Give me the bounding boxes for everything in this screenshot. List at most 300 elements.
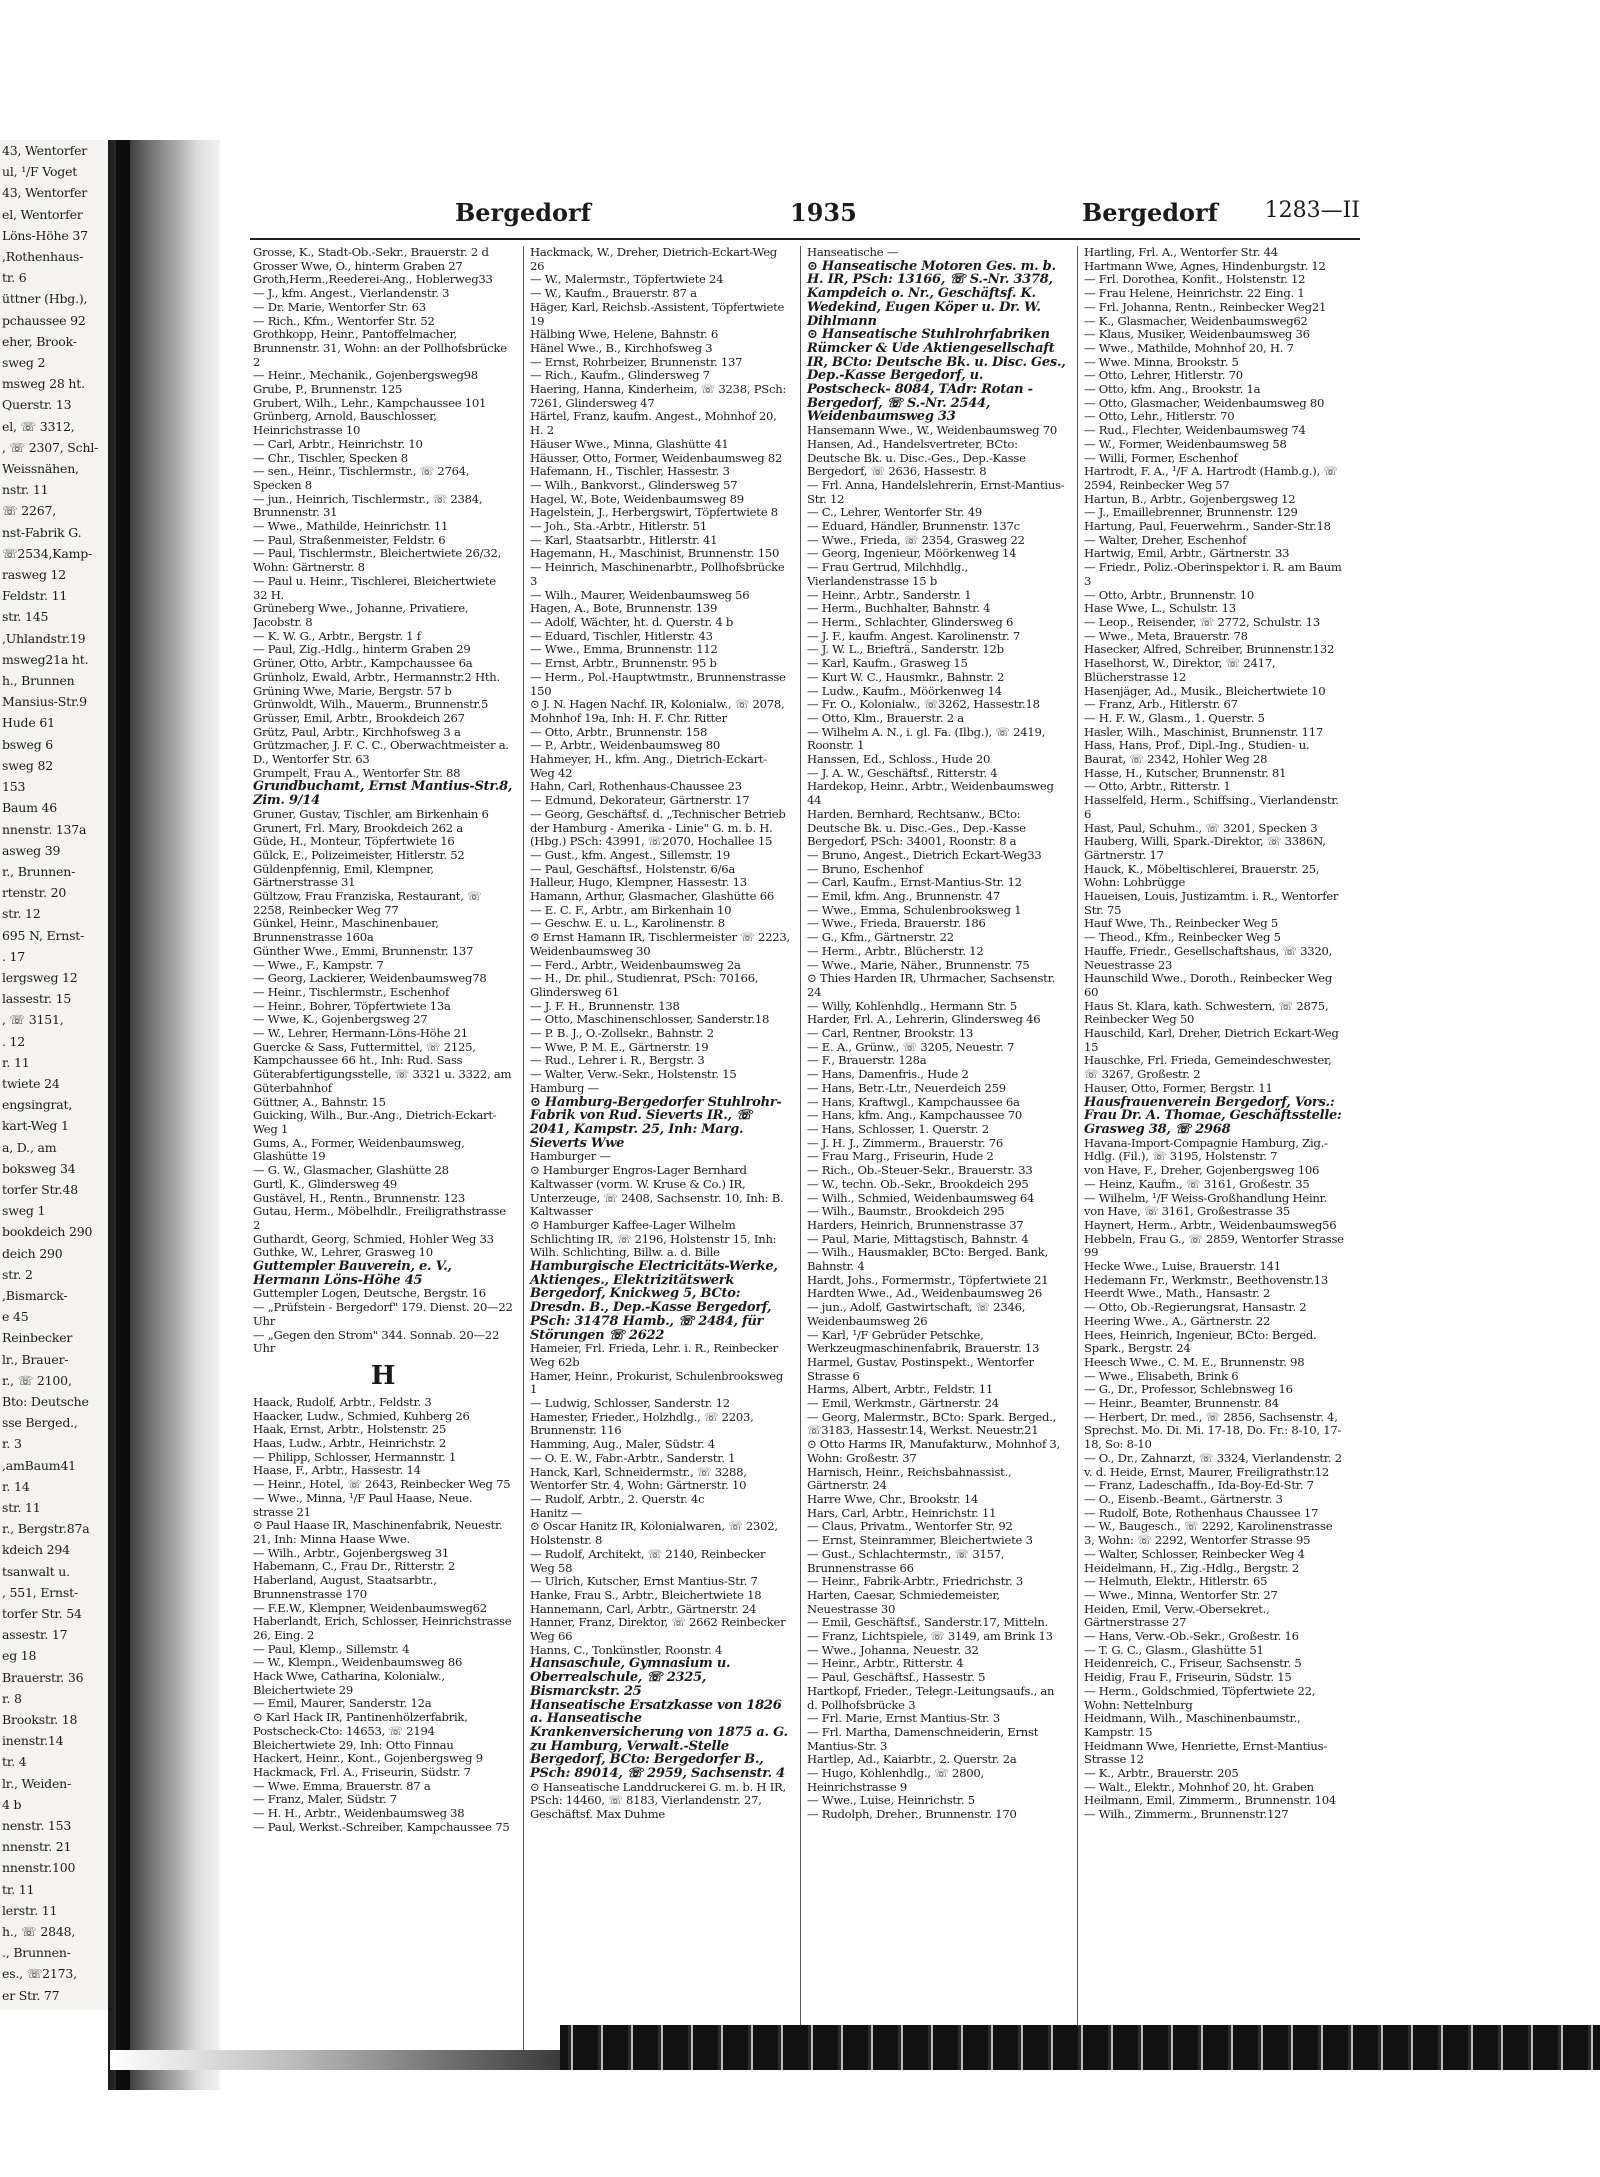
directory-entry: Haynert, Herm., Arbtr., Weidenbaumsweg56 xyxy=(1084,1217,1337,1232)
directory-entry: — Frau Gertrud, Milchhdlg., Vierlandenstrasse 15 b xyxy=(807,560,968,588)
directory-entry: — W., Former, Weidenbaumsweg 58 xyxy=(1084,436,1287,451)
left-page-line: r. 8 xyxy=(2,1690,22,1706)
directory-entry: Hamming, Aug., Maler, Südstr. 4 xyxy=(530,1437,715,1452)
directory-entry: — Heinr., Bohrer, Töpfertwiete 13a xyxy=(253,998,451,1013)
directory-entry: Hälbing Wwe, Helene, Bahnstr. 6 xyxy=(530,327,718,342)
directory-entry: — Rich., Ob.-Steuer-Sekr., Brauerstr. 33 xyxy=(807,1163,1033,1178)
directory-entry: Hass, Hans, Prof., Dipl.-Ing., Studien- u. Baurat, ☏ 2342, Hohler Weg 28 xyxy=(1084,738,1310,767)
directory-entry: — Philipp, Schlosser, Hermannstr. 1 xyxy=(253,1449,457,1464)
directory-entry: — Franz, Maler, Südstr. 7 xyxy=(253,1792,397,1807)
left-page-line: , ☏ 2307, Schl- xyxy=(2,439,99,455)
directory-entry: Grünberg, Arnold, Bauschlosser, Heinrichstrasse 10 xyxy=(253,409,437,438)
directory-entry: Grütz, Paul, Arbtr., Kirchhofsweg 3 a xyxy=(253,724,461,739)
directory-entry: — Rudolf, Architekt, ☏ 2140, Reinbecker Weg 58 xyxy=(530,1546,766,1575)
directory-entry: Hauberg, Willi, Spark.-Direktor, ☏ 3386N, Gärtnerstr. 17 xyxy=(1084,834,1326,862)
directory-entry: Harnisch, Heinr., Reichsbahnassist., Gärtnerstr. 24 xyxy=(807,1464,1012,1493)
directory-entry: — Heinr., Mechanik., Gojenbergsweg98 xyxy=(253,368,478,383)
directory-entry: — Emil, Werkmstr., Gärtnerstr. 24 xyxy=(807,1396,999,1411)
directory-entry: Haas, Ludw., Arbtr., Heinrichstr. 2 xyxy=(253,1436,446,1451)
directory-entry: Hagemann, H., Maschinist, Brunnenstr. 150 xyxy=(530,546,780,561)
directory-entry: Hanner, Franz, Direktor, ☏ 2662 Reinbecker Weg 66 xyxy=(530,1615,786,1644)
left-page-line: engsingrat, xyxy=(2,1097,73,1113)
directory-entry: Heidenreich, C., Friseur, Sachsenstr. 5 xyxy=(1084,1656,1302,1671)
directory-entry: — Heinr., Beamter, Brunnenstr. 84 xyxy=(1084,1396,1279,1411)
directory-entry: Gums, A., Former, Weidenbaumsweg, Glashütte 19 xyxy=(253,1135,465,1164)
left-page-line: üttner (Hbg.), xyxy=(2,291,88,307)
left-page-line: msweg 28 ht. xyxy=(2,376,85,392)
directory-entry: — Hans, Kraftwgl., Kampchaussee 6a xyxy=(807,1094,1020,1109)
left-page-line: r. 3 xyxy=(2,1436,22,1452)
left-page-line: r. 14 xyxy=(2,1478,30,1494)
directory-entry: — Bruno, Eschenhof xyxy=(807,861,923,876)
directory-entry: Hafemann, H., Tischler, Hassestr. 3 xyxy=(530,464,730,479)
left-page-line: er Str. 77 xyxy=(2,1987,60,2003)
directory-entry: Heering Wwe., A., Gärtnerstr. 22 xyxy=(1084,1313,1271,1328)
directory-entry: — Heinr., Arbtr., Sanderstr. 1 xyxy=(807,587,972,602)
left-page-line: ., Brunnen- xyxy=(2,1945,71,1961)
left-page-line: lr., Weiden- xyxy=(2,1775,72,1791)
directory-entry: — Wwe., Minna, ¹/F Paul Haase, Neue. strasse 21 xyxy=(253,1490,473,1519)
directory-entry: — Paul, Marie, Mittagstisch, Bahnstr. 4 xyxy=(807,1231,1029,1246)
left-page-line: ☏ 2267, xyxy=(2,503,56,519)
left-page-line: asweg 39 xyxy=(2,842,61,858)
left-page-line: Querstr. 13 xyxy=(2,397,72,413)
directory-entry: Grube, P., Brunnenstr. 125 xyxy=(253,382,403,397)
directory-entry: Heiden, Emil, Verw.-Obersekret., Gärtnerstrasse 27 xyxy=(1084,1601,1270,1630)
book-spine xyxy=(116,140,130,2090)
directory-entry: Hamester, Frieder., Holzhdlg., ☏ 2203, Brunnenstr. 116 xyxy=(530,1409,754,1438)
directory-entry: Häuser Wwe., Minna, Glashütte 41 xyxy=(530,436,729,451)
directory-entry: Harmel, Gustav, Postinspekt., Wentorfer Strasse 6 xyxy=(807,1354,1034,1383)
directory-entry: — Theod., Kfm., Reinbecker Weg 5 xyxy=(1084,930,1281,945)
left-page-line: sweg 1 xyxy=(2,1203,46,1219)
left-page-line: lergsweg 12 xyxy=(2,969,78,985)
directory-entry: — G. W., Glasmacher, Glashütte 28 xyxy=(253,1163,449,1178)
directory-entry: — Rudolph, Dreher., Brunnenstr. 170 xyxy=(807,1807,1017,1822)
directory-entry: Hagelstein, J., Herbergswirt, Töpfertwiete 8 xyxy=(530,505,778,520)
directory-entry: — Emil, Geschäftsf., Sanderstr.17, Mitteln. xyxy=(807,1615,1048,1630)
directory-entry: Gülck, E., Polizeimeister, Hitlerstr. 52 xyxy=(253,847,465,862)
left-page-line: nnenstr. 21 xyxy=(2,1839,72,1855)
directory-entry: Heidelmann, H., Zig.-Hdlg., Bergstr. 2 xyxy=(1084,1560,1300,1575)
left-page-line: Brookstr. 18 xyxy=(2,1712,78,1728)
directory-entry: — W., Kaufm., Brauerstr. 87 a xyxy=(530,286,697,301)
left-page-line: ,Uhlandstr.19 xyxy=(2,630,86,646)
directory-entry: — Willy, Kohlenhdlg., Hermann Str. 5 xyxy=(807,998,1018,1013)
left-page-line: h., ☏ 2848, xyxy=(2,1924,76,1940)
directory-entry: — Rud., Flechter, Weidenbaumsweg 74 xyxy=(1084,423,1306,438)
directory-entry: — E. C. F., Arbtr., am Birkenhain 10 xyxy=(530,902,732,917)
directory-entry: Grützmacher, J. F. C. C., Oberwachtmeister a. D., Wentorfer Str. 63 xyxy=(253,738,509,767)
directory-entry: — Wwe, K., Gojenbergsweg 27 xyxy=(253,1012,428,1027)
directory-entry: Hauffe, Friedr., Gesellschaftshaus, ☏ 3320, Neuestrasse 23 xyxy=(1084,943,1333,972)
directory-entry: Grundbuchamt, Ernst Mantius-Str.8, Zim. 9/14 xyxy=(253,779,513,809)
directory-entry: — „Prüfstein - Bergedorf" 179. Dienst. 20—22 Uhr xyxy=(253,1300,513,1328)
directory-entry: — Ernst, Arbtr., Brunnenstr. 95 b xyxy=(530,656,717,671)
left-page-line: torfer Str. 54 xyxy=(2,1606,82,1622)
left-page-line: r., Brunnen- xyxy=(2,863,76,879)
directory-entry: Hauschke, Frl. Frieda, Gemeindeschwester, ☏ 3267, Großestr. 2 xyxy=(1084,1053,1332,1082)
header-right-title: Bergedorf xyxy=(1082,198,1219,227)
directory-entry: — „Gegen den Strom" 344. Sonnab. 20—22 Uhr xyxy=(253,1327,500,1356)
left-page-line: ,Rothenhaus- xyxy=(2,249,84,265)
left-page-line: kdeich 294 xyxy=(2,1542,70,1558)
directory-entry: Hauf Wwe, Th., Reinbecker Weg 5 xyxy=(1084,916,1279,931)
left-page-line: r. 11 xyxy=(2,1054,30,1070)
directory-entry: — H., Dr. phil., Studienrat, PSch: 70166, Glindersweg 61 xyxy=(530,971,759,999)
left-page-line: assestr. 17 xyxy=(2,1627,68,1643)
directory-entry: — Klaus, Musiker, Weidenbaumsweg 36 xyxy=(1084,327,1310,342)
directory-page xyxy=(220,190,1380,2090)
directory-entry: ⊙ J. N. Hagen Nachf. IR, Kolonialw., ☏ 2078, Mohnhof 19a, Inh: H. F. Chr. Ritter xyxy=(530,697,785,725)
scanner-edge-strip xyxy=(560,2025,1600,2070)
left-page-line: str. 11 xyxy=(2,1500,41,1515)
left-page-line: Baum 46 xyxy=(2,800,58,816)
page-number: 1283—II xyxy=(1264,198,1360,223)
directory-entry: — Wwe., Frieda, ☏ 2354, Grasweg 22 xyxy=(807,532,1025,547)
directory-entry: Hartmann Wwe, Agnes, Hindenburgstr. 12 xyxy=(1084,258,1326,273)
left-page-line: sweg 82 xyxy=(2,757,53,773)
directory-entry: Grüsser, Emil, Arbtr., Brookdeich 267 xyxy=(253,710,465,725)
left-page-line: Reinbecker xyxy=(2,1330,73,1346)
directory-entry: — Frl. Anna, Handelslehrerin, Ernst-Mantius-Str. 12 xyxy=(807,477,1065,506)
directory-entry: — F., Brauerstr. 128a xyxy=(807,1053,927,1068)
directory-entry: Grünholz, Ewald, Arbtr., Hermannstr.2 Hth. xyxy=(253,669,500,684)
directory-entry: — Otto, Arbtr., Ritterstr. 1 xyxy=(1084,779,1231,794)
directory-entry: — W., techn. Ob.-Sekr., Brookdeich 295 xyxy=(807,1176,1029,1191)
directory-entry: — T. G. C., Glasm., Glashütte 51 xyxy=(1084,1642,1264,1657)
directory-entry: — Wilh., Arbtr., Gojenbergsweg 31 xyxy=(253,1545,450,1560)
directory-entry: — Friedr., Poliz.-Oberinspektor i. R. am Baum 3 xyxy=(1084,560,1342,588)
left-page-line: 4 b xyxy=(2,1796,22,1812)
left-page-line: ☏2534,Kamp- xyxy=(2,545,93,561)
left-page-line: nst-Fabrik G. xyxy=(2,524,82,540)
directory-entry: — J., Emaillebrenner, Brunnenstr. 129 xyxy=(1084,505,1298,520)
left-page-line: 43, Wentorfer xyxy=(2,143,88,158)
directory-entry: — Walter, Schlosser, Reinbecker Weg 4 xyxy=(1084,1546,1305,1561)
directory-entry: Grosse, K., Stadt-Ob.-Sekr., Brauerstr. 2 d xyxy=(253,246,489,259)
directory-entry: — Willi, Former, Eschenhof xyxy=(1084,450,1238,465)
directory-entry: Guthke, W., Lehrer, Grasweg 10 xyxy=(253,1245,433,1260)
directory-entry: — J. F., kaufm. Angest. Karolinenstr. 7 xyxy=(807,628,1021,643)
directory-entry: Hamer, Heinr., Prokurist, Schulenbrooksweg 1 xyxy=(530,1368,784,1397)
directory-entry: Gustävel, H., Rentn., Brunnenstr. 123 xyxy=(253,1190,466,1205)
directory-entry: — Joh., Sta.-Arbtr., Hitlerstr. 51 xyxy=(530,519,707,534)
directory-entry: — E. A., Grünw., ☏ 3205, Neuestr. 7 xyxy=(807,1039,1015,1054)
directory-entry: — Herm., Arbtr., Blücherstr. 12 xyxy=(807,943,984,958)
directory-entry: Heidmann, Wilh., Maschinenbaumstr., Kampstr. 15 xyxy=(1084,1711,1301,1739)
directory-entry: Grothkopp, Heinr., Pantoffelmacher, Brunnenstr. 31, Wohn: an der Pollhofsbrücke 2 xyxy=(253,327,507,369)
directory-entry: ⊙ Hamburger Kaffee-Lager Wilhelm Schlichting IR, ☏ 2196, Holstenstr 15, Inh: Wilh. Schlichting, Billw. a. d. Bille xyxy=(530,1217,777,1260)
directory-entry: — Chr., Tischler, Specken 8 xyxy=(253,450,408,465)
left-page-line: Hude 61 xyxy=(2,715,55,731)
directory-entry: — Edmund, Dekorateur, Gärtnerstr. 17 xyxy=(530,793,750,808)
directory-entry: — P., Arbtr., Weidenbaumsweg 80 xyxy=(530,738,721,753)
directory-entry: — Hans, Damenfris., Hude 2 xyxy=(807,1067,969,1082)
directory-entry: Hanck, Karl, Schneidermstr., ☏ 3288, Wentorfer Str. 4, Wohn: Gärtnerstr. 10 xyxy=(530,1464,747,1493)
directory-entry: — Wilh., Maurer, Weidenbaumsweg 56 xyxy=(530,587,750,602)
directory-entry: — Heinr., Hotel, ☏ 2643, Reinbecker Weg 75 xyxy=(253,1477,511,1492)
directory-entry: — Georg, Malermstr., BCto: Spark. Berged., ☏3183, Hassestr.14, Werkst. Neuestr.21 xyxy=(807,1409,1057,1438)
directory-entry: — Heinr., Fabrik-Arbtr., Friedrichstr. 3 xyxy=(807,1574,1024,1589)
left-page-line: ul, ¹/F Voget xyxy=(2,164,78,180)
directory-entry: Hartung, Paul, Feuerwehrm., Sander-Str.18 xyxy=(1084,519,1331,534)
directory-entry: — K., Arbtr., Brauerstr. 205 xyxy=(1084,1766,1239,1781)
directory-entry: — Georg, Geschäftsf. d. „Technischer Betrieb der Hamburg - Amerika - Linie" G. m. b. H. (Hbg.) PSch: 43991, ☏2070, Hochallee 15 xyxy=(530,806,786,849)
directory-entry: Hackmack, Frl. A., Friseurin, Südstr. 7 xyxy=(253,1764,471,1779)
directory-entry: Haberland, August, Staatsarbtr., Brunnenstrasse 170 xyxy=(253,1573,437,1601)
directory-entry: — C., Lehrer, Wentorfer Str. 49 xyxy=(807,505,982,520)
directory-entry: — Karl, ¹/F Gebrüder Petschke, Werkzeugmaschinenfabrik, Brauerstr. 13 xyxy=(807,1327,1040,1356)
directory-entry: Grüner, Otto, Arbtr., Kampchaussee 6a xyxy=(253,656,473,671)
directory-column-4 xyxy=(1077,246,1344,2066)
directory-entry: Hansemann Wwe., W., Weidenbaumsweg 70 xyxy=(807,423,1057,438)
directory-entry: Heesch Wwe., C. M. E., Brunnenstr. 98 xyxy=(1084,1354,1305,1369)
directory-entry: — Paul, Geschäftsf., Holstenstr. 6/6a xyxy=(530,861,736,876)
directory-entry: Guicking, Wilh., Bur.-Ang., Dietrich-Eckart-Weg 1 xyxy=(253,1108,497,1136)
directory-entry: — H. F. W., Glasm., 1. Querstr. 5 xyxy=(1084,710,1265,725)
directory-entry: Habemann, C., Frau Dr., Ritterstr. 2 xyxy=(253,1559,456,1574)
directory-entry: — Wwe. Emma, Brauerstr. 87 a xyxy=(253,1778,431,1793)
left-page-line: nstr. 11 xyxy=(2,482,49,498)
directory-entry: — W., Klempn., Weidenbaumsweg 86 xyxy=(253,1655,463,1670)
directory-entry: — Gust., Schlachtermstr., ☏ 3157, Brunnenstrasse 66 xyxy=(807,1546,1005,1575)
directory-entry: Hasenjäger, Ad., Musik., Bleichertwiete 10 xyxy=(1084,683,1326,698)
directory-entry: Hamann, Arthur, Glasmacher, Glashütte 66 xyxy=(530,889,774,904)
directory-entry: — Frau Helene, Heinrichstr. 22 Eing. 1 xyxy=(1084,286,1305,301)
left-page-line: h., Brunnen xyxy=(2,673,75,689)
directory-entry: — Rich., Kaufm., Glindersweg 7 xyxy=(530,368,710,383)
directory-entry: Hase Wwe, L., Schulstr. 13 xyxy=(1084,601,1236,616)
directory-entry: — Eduard, Tischler, Hitlerstr. 43 xyxy=(530,628,713,643)
directory-entry: — Wwe, P. M. E., Gärtnerstr. 19 xyxy=(530,1039,709,1054)
directory-entry: Hartling, Frl. A., Wentorfer Str. 44 xyxy=(1084,246,1278,259)
directory-entry: — Otto, Lehrer, Hitlerstr. 70 xyxy=(1084,368,1243,383)
directory-entry: — Herm., Buchhalter, Bahnstr. 4 xyxy=(807,601,991,616)
directory-entry: — Geschw. E. u. L., Karolinenstr. 8 xyxy=(530,916,725,931)
left-page-line: str. 145 xyxy=(2,609,49,625)
directory-entry: — Wwe., Emma, Brunnenstr. 112 xyxy=(530,642,718,657)
directory-entry: — Georg, Lackierer, Weidenbaumsweg78 xyxy=(253,971,487,986)
directory-entry: — O. E. W., Fabr.-Arbtr., Sanderstr. 1 xyxy=(530,1450,736,1465)
directory-entry: Günkel, Heinr., Maschinenbauer, Brunnenstrasse 160a xyxy=(253,916,439,945)
directory-entry: — Wilh., Zimmerm., Brunnenstr.127 xyxy=(1084,1807,1289,1822)
directory-entry: Günther Wwe., Emmi, Brunnenstr. 137 xyxy=(253,943,474,958)
directory-entry: — Wwe. Minna, Brookstr. 5 xyxy=(1084,354,1239,369)
left-page-line: str. 2 xyxy=(2,1266,33,1282)
directory-entry: Halleur, Hugo, Klempner, Hassestr. 13 xyxy=(530,875,747,890)
left-page-line: Weissnähen, xyxy=(2,461,79,477)
left-page-line: 153 xyxy=(2,779,26,795)
directory-entry: — Wilh., Bankvorst., Glindersweg 57 xyxy=(530,477,738,492)
directory-entry: — Ernst, Rohrbeizer, Brunnenstr. 137 xyxy=(530,354,743,369)
directory-entry: Hanitz — xyxy=(530,1505,583,1520)
directory-entry: — Heinr., Tischlermstr., Eschenhof xyxy=(253,984,450,999)
directory-entry: Hansen, Ad., Handelsvertreter, BCto: Deutsche Bk. u. Disc.-Ges., Dep.-Kasse Bergedorf, ☏ 2636, Hassestr. 8 xyxy=(807,436,1026,479)
directory-entry: — J. H. J., Zimmerm., Brauerstr. 76 xyxy=(807,1135,1003,1150)
directory-entry: Hanseatische Ersatzkasse von 1826 a. Hanseatische Krankenversicherung von 1875 a. G. zu Hamburg, Verwalt.-Stelle Bergedorf, BCto: Bergedorfer B., PSch: 89014, ☏ 2959, Sachsenstr. 4 xyxy=(530,1697,788,1782)
directory-entry: — Hans, kfm. Ang., Kampchaussee 70 xyxy=(807,1108,1022,1123)
directory-entry: Haase, F., Arbtr., Hassestr. 14 xyxy=(253,1463,421,1478)
directory-entry: ⊙ Hamburger Engros-Lager Bernhard Kaltwasser (vorm. W. Kruse & Co.) IR, Unterzeuge, ☏ 2408, Sachsenstr. 10, Inh: B. Kaltwasser xyxy=(530,1163,784,1219)
directory-entry: — P. B. J., O.-Zollsekr., Bahnstr. 2 xyxy=(530,1026,714,1041)
directory-entry: Hamburger — xyxy=(530,1149,611,1164)
directory-entry: — Carl, Arbtr., Heinrichstr. 10 xyxy=(253,436,423,451)
directory-entry: — jun., Heinrich, Tischlermstr., ☏ 2384, Brunnenstr. 31 xyxy=(253,491,483,520)
directory-entry: — Otto, Arbtr., Brunnenstr. 10 xyxy=(1084,587,1255,602)
directory-entry: — Wwe., Meta, Brauerstr. 78 xyxy=(1084,628,1248,643)
directory-entry: — Kurt W. C., Hausmkr., Bahnstr. 2 xyxy=(807,669,1005,684)
directory-entry: Haak, Ernst, Arbtr., Holstenstr. 25 xyxy=(253,1422,447,1437)
left-page-line: bookdeich 290 xyxy=(2,1224,93,1240)
directory-entry: Hanssen, Ed., Schloss., Hude 20 xyxy=(807,752,991,767)
directory-entry: — sen., Heinr., Tischlermstr., ☏ 2764, Specken 8 xyxy=(253,464,470,492)
directory-entry: — F.E.W., Klempner, Weidenbaumsweg62 xyxy=(253,1600,487,1615)
directory-entry: — Paul, Klemp., Sillemstr. 4 xyxy=(253,1641,410,1656)
directory-entry: — O., Eisenb.-Beamt., Gärtnerstr. 3 xyxy=(1084,1491,1283,1506)
directory-column-2 xyxy=(523,246,790,2066)
directory-entry: Heerdt Wwe., Math., Hansastr. 2 xyxy=(1084,1286,1271,1301)
directory-entry: Guttempler Bauverein, e. V., Hermann Löns-Höhe 45 xyxy=(253,1259,452,1288)
left-page-line: tsanwalt u. xyxy=(2,1563,70,1579)
directory-entry: — Ernst, Steinrammer, Bleichertwiete 3 xyxy=(807,1533,1033,1548)
directory-entry: Haunschild Wwe., Doroth., Reinbecker Weg 60 xyxy=(1084,971,1333,999)
directory-entry: Hackmack, W., Dreher, Dietrich-Eckart-Weg 26 xyxy=(530,246,777,273)
directory-entry: — Paul, Tischlermstr., Bleichertwiete 26/32, Wohn: Gärtnerstr. 8 xyxy=(253,546,502,575)
directory-entry: ⊙ Karl Hack IR, Pantinenhölzerfabrik, Postscheck-Cto: 14653, ☏ 2194 Bleichertwiete 29, Inh: Otto Finnau xyxy=(253,1710,468,1752)
directory-entry: Hartrodt, F. A., ¹/F A. Hartrodt (Hamb.g.), ☏ 2594, Reinbecker Weg 57 xyxy=(1084,464,1338,492)
directory-entry: Hardekop, Heinr., Arbtr., Weidenbaumsweg 44 xyxy=(807,779,1054,808)
directory-entry: — Wilh., Hausmakler, BCto: Berged. Bank, Bahnstr. 4 xyxy=(807,1245,1048,1274)
left-page-line: el, Wentorfer xyxy=(2,206,83,222)
left-page-line: ,amBaum41 xyxy=(2,1457,76,1473)
directory-entry: Grubert, Wilh., Lehr., Kampchaussee 101 xyxy=(253,395,487,410)
header-left-title: Bergedorf xyxy=(455,198,592,227)
directory-entry: — G., Dr., Professor, Schlebnsweg 16 xyxy=(1084,1382,1293,1397)
directory-entry: — Wwe., Frieda, Brauerstr. 186 xyxy=(807,916,986,931)
left-page-line: bsweg 6 xyxy=(2,736,54,752)
directory-entry: — Dr. Marie, Wentorfer Str. 63 xyxy=(253,299,426,314)
directory-entry: Gutau, Herm., Möbelhdlr., Freiligrathstrasse 2 xyxy=(253,1204,506,1232)
directory-entry: Haselhorst, W., Direktor, ☏ 2417, Blücherstrasse 12 xyxy=(1084,656,1276,684)
directory-entry: Hars, Carl, Arbtr., Heinrichstr. 11 xyxy=(807,1505,997,1520)
left-page-line: msweg21a ht. xyxy=(2,651,89,667)
directory-entry: Hahmeyer, H., kfm. Ang., Dietrich-Eckart-Weg 42 xyxy=(530,752,767,780)
directory-entry: Gurtl, K., Glindersweg 49 xyxy=(253,1176,398,1191)
left-page-line: rasweg 12 xyxy=(2,567,67,583)
directory-entry: — Franz, Ladeschaffn., Ida-Boy-Ed-Str. 7 xyxy=(1084,1478,1314,1493)
left-page-line: deich 290 xyxy=(2,1245,63,1261)
directory-entry: Hartlep, Ad., Kaiarbtr., 2. Querstr. 2a xyxy=(807,1752,1017,1767)
directory-entry: — K. W. G., Arbtr., Bergstr. 1 f xyxy=(253,628,421,643)
directory-entry: Haacker, Ludw., Schmied, Kuhberg 26 xyxy=(253,1408,470,1423)
left-page-line: boksweg 34 xyxy=(2,1160,76,1176)
directory-entry: — Leop., Reisender, ☏ 2772, Schulstr. 13 xyxy=(1084,614,1320,629)
directory-entry: Hanseatische — xyxy=(807,246,899,259)
left-page-line: sweg 2 xyxy=(2,355,46,371)
directory-entry: Guthardt, Georg, Schmied, Hohler Weg 33 xyxy=(253,1231,494,1246)
left-page-fragment xyxy=(0,140,109,2010)
directory-entry: — W., Malermstr., Töpfertwiete 24 xyxy=(530,272,724,287)
directory-entry: ⊙ Oscar Hanitz IR, Kolonialwaren, ☏ 2302, Holstenstr. 8 xyxy=(530,1519,778,1548)
directory-entry: — Heinz, Kaufm., ☏ 3161, Großestr. 35 xyxy=(1084,1176,1310,1191)
directory-entry: — Herm., Pol.-Hauptwtmstr., Brunnenstrasse 150 xyxy=(530,669,786,698)
left-page-line: sse Berged., xyxy=(2,1415,78,1431)
left-page-line: 695 N, Ernst- xyxy=(2,927,85,943)
directory-entry: Hast, Paul, Schuhm., ☏ 3201, Specken 3 xyxy=(1084,820,1318,835)
directory-entry: — Bruno, Angest., Dietrich Eckart-Weg33 xyxy=(807,847,1042,862)
left-page-line: lerstr. 11 xyxy=(2,1902,58,1918)
directory-entry: Haus St. Klara, kath. Schwestern, ☏ 2875, Reinbecker Weg 50 xyxy=(1084,998,1329,1027)
directory-entry: — Carl, Kaufm., Ernst-Mantius-Str. 12 xyxy=(807,875,1022,890)
directory-entry: Hansaschule, Gymnasium u. Oberrealschule, ☏ 2325, Bismarckstr. 25 xyxy=(530,1656,731,1699)
page-header xyxy=(250,198,1360,240)
directory-entry: Haering, Hanna, Kinderheim, ☏ 3238, PSch: 7261, Glindersweg 47 xyxy=(530,382,787,410)
directory-entry: — Wwe., F., Kampstr. 7 xyxy=(253,957,384,972)
directory-entry: — Frl. Marie, Ernst Mantius-Str. 3 xyxy=(807,1711,1001,1726)
directory-entry: — Hans, Betr.-Ltr., Neuerdeich 259 xyxy=(807,1080,1006,1095)
directory-entry: — Rud., Lehrer i. R., Bergstr. 3 xyxy=(530,1053,705,1068)
directory-entry: — Walter, Verw.-Sekr., Holstenstr. 15 xyxy=(530,1067,737,1082)
directory-entry: Häger, Karl, Reichsb.-Assistent, Töpfertwiete 19 xyxy=(530,299,785,328)
directory-entry: Grüneberg Wwe., Johanne, Privatiere, Jacobstr. 8 xyxy=(253,601,469,629)
book-binding xyxy=(108,140,220,2090)
directory-entry: Groth,Herm.,Reederei-Ang., Hoblerweg33 xyxy=(253,272,493,287)
directory-entry: Güldenpfennig, Emil, Klempner, Gärtnerstrasse 31 xyxy=(253,861,434,890)
directory-entry: — Rudolf, Arbtr., 2. Querstr. 4c xyxy=(530,1491,705,1506)
directory-entry: — Hans, Schlosser, 1. Querstr. 2 xyxy=(807,1122,989,1136)
directory-entry: — Herbert, Dr. med., ☏ 2856, Sachsenstr. 4, Sprechst. Mo. Di. Mi. 17-18, Do. Fr.: 8-10, 17-18, So: 8-10 xyxy=(1084,1409,1342,1452)
directory-entry: Heidmann Wwe, Henriette, Ernst-Mantius-Strasse 12 xyxy=(1084,1738,1327,1767)
directory-entry: — Wwe., Minna, Wentorfer Str. 27 xyxy=(1084,1587,1278,1602)
directory-entry: Hackert, Heinr., Kont., Gojenbergsweg 9 xyxy=(253,1751,483,1766)
directory-entry: — Wwe., Emma, Schulenbrooksweg 1 xyxy=(807,902,1022,917)
section-letter: H xyxy=(370,1360,396,1391)
left-page-line: . 12 xyxy=(2,1033,26,1049)
directory-entry: — Eduard, Händler, Brunnenstr. 137c xyxy=(807,519,1020,534)
directory-entry: — Frl. Johanna, Rentn., Reinbecker Weg21 xyxy=(1084,299,1327,314)
directory-entry: Hamburg — xyxy=(530,1080,599,1095)
directory-entry: Güterabfertigungsstelle, ☏ 3321 u. 3322, am Güterbahnhof xyxy=(253,1067,512,1095)
directory-entry: — Helmuth, Elektr., Hitlerstr. 65 xyxy=(1084,1574,1268,1589)
directory-entry: — H. H., Arbtr., Weidenbaumsweg 38 xyxy=(253,1806,465,1821)
left-page-line: lassestr. 15 xyxy=(2,991,72,1007)
directory-entry: — Otto, Klm., Brauerstr. 2 a xyxy=(807,710,964,725)
directory-entry: — Paul, Zig.-Hdlg., hinterm Graben 29 xyxy=(253,642,471,657)
directory-entry: Gültzow, Frau Franziska, Restaurant, ☏ 2258, Reinbecker Weg 77 xyxy=(253,889,482,917)
directory-entry: — Otto, kfm. Ang., Brookstr. 1a xyxy=(1084,382,1261,397)
directory-entry: — W., Baugesch., ☏ 2292, Karolinenstrasse 3, Wohn: ☏ 2292, Wentorfer Strasse 95 xyxy=(1084,1519,1333,1548)
directory-entry: — Otto, Maschinenschlosser, Sanderstr.18 xyxy=(530,1012,770,1027)
directory-entry: — Ulrich, Kutscher, Ernst Mantius-Str. 7 xyxy=(530,1574,758,1589)
directory-entry: Haack, Rudolf, Arbtr., Feldstr. 3 xyxy=(253,1394,432,1409)
directory-entry: — Hugo, Kohlenhdlg., ☏ 2800, Heinrichstrasse 9 xyxy=(807,1766,984,1794)
left-page-line: Brauerstr. 36 xyxy=(2,1669,84,1685)
directory-entry: — Otto, Glasmacher, Weidenbaumsweg 80 xyxy=(1084,395,1325,410)
directory-entry: Harre Wwe, Chr., Brookstr. 14 xyxy=(807,1491,979,1506)
directory-entry: Grünwoldt, Wilh., Mauerm., Brunnenstr.5 xyxy=(253,697,489,712)
directory-entry: — Heinr., Arbtr., Ritterstr. 4 xyxy=(807,1656,964,1671)
left-page-line: nnenstr. 137a xyxy=(2,821,87,837)
directory-entry: — Wwe., Mathilde, Mohnhof 20, H. 7 xyxy=(1084,340,1294,355)
directory-entry: — Frau Marg., Friseurin, Hude 2 xyxy=(807,1149,994,1164)
directory-entry: Hasse, H., Kutscher, Brunnenstr. 81 xyxy=(1084,765,1287,780)
directory-entry: — Hans, Verw.-Ob.-Sekr., Großestr. 16 xyxy=(1084,1629,1299,1644)
directory-entry: v. d. Heide, Ernst, Maurer, Freiligrathstr.12 xyxy=(1084,1464,1330,1479)
directory-entry: Hauschild, Karl, Dreher, Dietrich Eckart-Weg 15 xyxy=(1084,1026,1339,1054)
directory-entry: Harders, Heinrich, Brunnenstrasse 37 xyxy=(807,1217,1024,1232)
directory-entry: Hees, Heinrich, Ingenieur, BCto: Berged. Spark., Bergstr. 24 xyxy=(1084,1327,1317,1356)
